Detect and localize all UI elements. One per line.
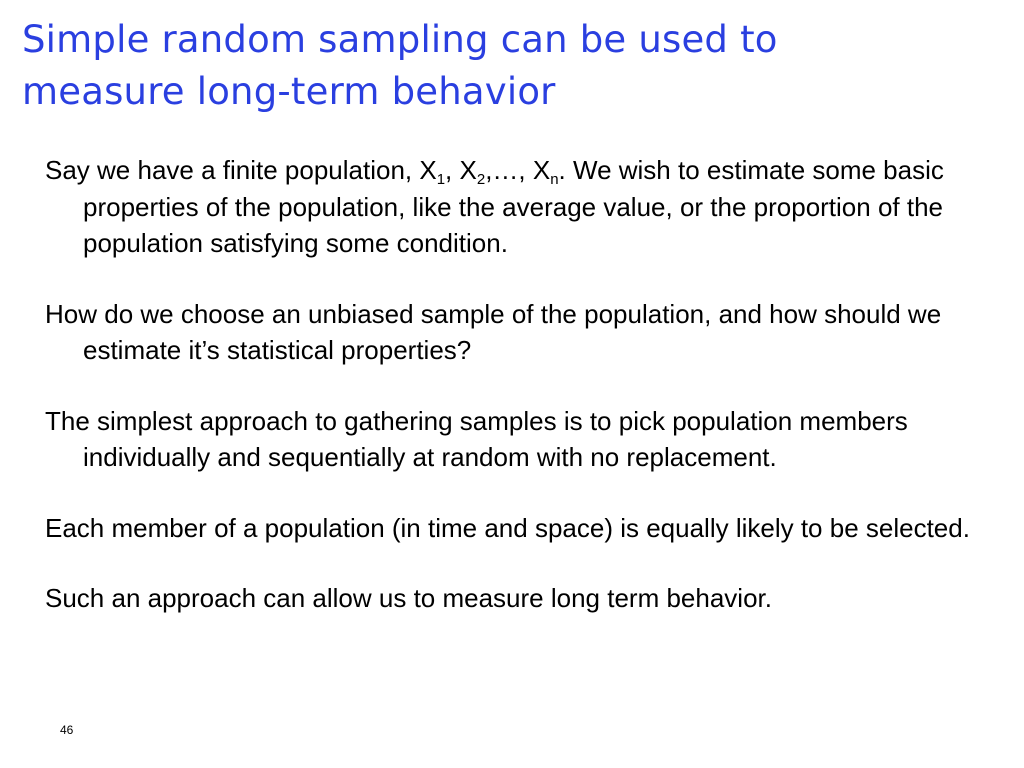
slide-title-line-2: measure long-term behavior: [22, 70, 556, 113]
subscript-n: n: [550, 171, 559, 188]
paragraph-population: [45, 152, 1000, 262]
page-number: 46: [60, 723, 74, 737]
paragraph-population-text-b: , X: [445, 155, 477, 185]
paragraph-equally-likely: Each member of a population (in time and space) is equally likely to be selected.: [45, 512, 970, 543]
slide-body: [45, 152, 1000, 617]
subscript-2: 2: [476, 171, 486, 188]
paragraph-population-text-a: Say we have a finite population, X: [45, 155, 437, 185]
slide-title-line-1: Simple random sampling can be used to: [22, 18, 778, 61]
paragraph-population-text-c: ,…, X: [485, 155, 551, 185]
paragraph-simplest-approach: The simplest approach to gathering samples is to pick population members individually and sequentially at random with no replacement.: [45, 405, 908, 472]
subscript-1: 1: [436, 171, 446, 188]
paragraph-unbiased-sample: How do we choose an unbiased sample of the population, and how should we estimate it’s statistical properties?: [45, 298, 942, 365]
paragraph-population-text-d: . We wish to estimate some basic properties of the population, like the average value, or the proportion of the population satisfying some condition.: [83, 155, 944, 258]
paragraph-long-term: Such an approach can allow us to measure long term behavior.: [45, 583, 772, 613]
slide-title: [22, 14, 1002, 118]
